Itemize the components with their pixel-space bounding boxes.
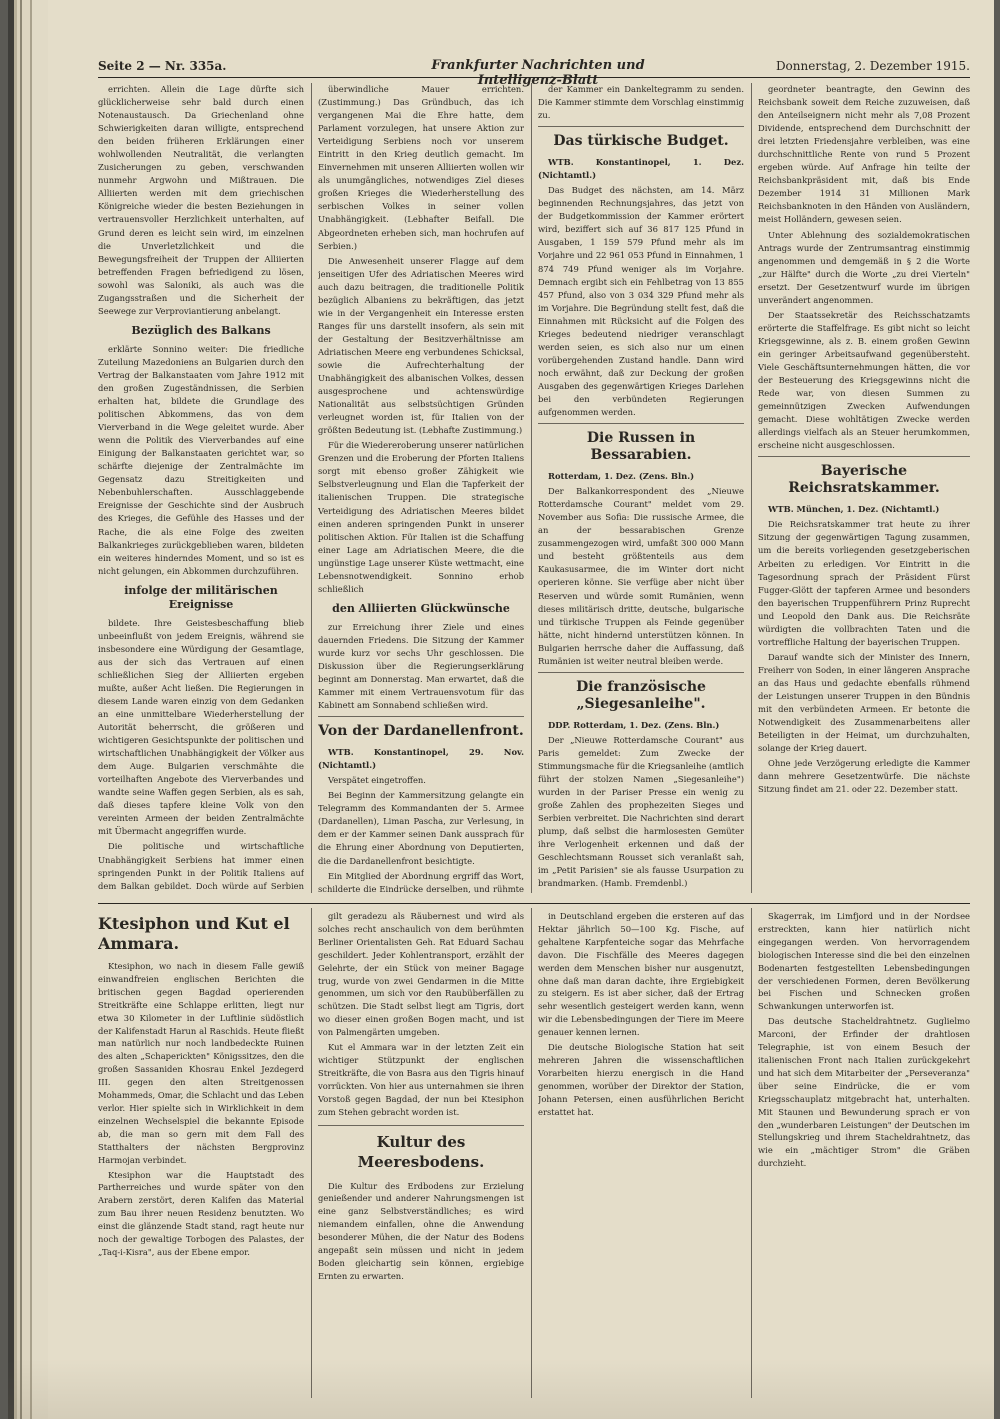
column-rule (311, 83, 312, 893)
paragraph: Das deutsche Stacheldrahtnetz. Guglielmo Marconi, der Erfinder der drahtlosen Telegraphie, ist von einem Besuch der italienischen Front nach Italien zurückgekehrt und hat sich dem Mitarbeiter der „Perseveranza" über seine Eindrücke, die er vom Kriegsschauplatz mitgebracht hat, unterhalten. Mit Staunen und Bewunderung sprach er von den „wunderbaren Leistungen" der Deutschen im Stellungskrieg und ihrem Stacheldrahtnetz, das wie ein „mächtiger Strom" die Gräben durchzieht. (758, 1016, 970, 1169)
column-3 (538, 83, 744, 893)
masthead: Frankfurter Nachrichten und Intelligenz-Blatt (431, 58, 645, 88)
paragraph: Ohne jede Verzögerung erledigte die Kammer dann mehrere Gesetzentwürfe. Die nächste Sitzung findet am 21. oder 22. Dezember statt. (758, 758, 970, 795)
paragraph: Die Reichsratskammer trat heute zu ihrer Sitzung der gegenwärtigen Tagung zusammen, um die bereits vorliegenden gesetzgeberischen Arbeiten zu erledigen. Vor Eintritt in die Tagesordnung sprach der Präsident Fürst Fugger-Glött der tapferen Armee und besonders den bayerischen Truppenführern Prinz Ruprecht und Leopold den Dank aus. Die Reichsräte würdigten die vollbrachten Taten und die vortreffliche Haltung der bayerischen Truppen. (758, 519, 970, 647)
dateline: DDP. Rotterdam, 1. Dez. (Zens. Bln.) (548, 719, 720, 730)
paragraph: Ktesiphon war die Hauptstadt des Partherreiches und wurde später von den Arabern zerstört, deren Kalifen das Material zum Bau ihrer neuen Residenz benutzten. Wo einst die glänzende Stadt stand, ragt heute nur noch der gewaltige Torbogen des Palastes, der „Taq-i-Kisra", aus der Ebene empor. (98, 1169, 304, 1257)
section-heading: den Alliierten Glückwünsche (332, 601, 510, 615)
divider (538, 126, 744, 127)
dateline: Rotterdam, 1. Dez. (Zens. Bln.) (548, 471, 695, 482)
section-heading: infolge der militärischen Ereignisse (124, 583, 278, 611)
feuilleton-section (98, 903, 970, 1404)
paragraph: Die Kultur des Erdbodens zur Erzielung genießender und anderer Nahrungsmengen ist eine ganz Selbstverständliches; es wird niemandem einfallen, ohne die Anwendung besonderer Mühen, die der Natur des Bodens angepaßt sein müssen und nicht in jedem Boden gleichartig sein können, ergiebige Ernten zu erwarten. (318, 1180, 524, 1281)
section-heading: Bezüglich des Balkans (131, 323, 271, 337)
page-number: Seite 2 — Nr. 335a. (98, 59, 227, 73)
paragraph: Verspätet eingetroffen. (328, 775, 426, 786)
paragraph: gilt geradezu als Räubernest und wird als solches recht anschaulich von dem berühmten Berliner Orientalisten Geh. Rat Eduard Sachau geschildert. Jeder Kohlentransport, erzählt der Gelehrte, der ein Stück von meiner Bagage trug, wurde von zwei Gendarmen in die Mitte genommen, um sich vor den Raubüberfällen zu schützen. Die Stadt selbst liegt am Tigris, dort wo dieser einen großen Bogen macht, und ist von Palmengärten umgeben. (318, 911, 524, 1038)
paragraph: Für die Wiedereroberung unserer natürlichen Grenzen und die Eroberung der Pforten Italiens sorgt mit ebenso großer Zähigkeit wie Selbstverleugnung und Elan die Tapferkeit der italienischen Truppen. Die strategische Verteidigung des Adriatischen Meeres bildet einen anderen springenden Punkt in unserer politischen Aktion. Für Italien ist die Schaffung einer Lage am Adriatischen Meere, die die ungünstige Lage unserer Küste wettmacht, eine Lebensnotwendigkeit. Sonnino erhob schließlich (318, 440, 524, 594)
page-content (98, 55, 970, 1405)
divider (318, 716, 524, 717)
paragraph: Die Anwesenheit unserer Flagge auf dem jenseitigen Ufer des Adriatischen Meeres wird auch dazu beitragen, die traditionelle Politik bezüglich Albaniens zu bekräftigen, das jetzt wie in der Vergangenheit ein Interesse ersten Ranges für uns darstellt insofern, als sein mit der Gestaltung der Besitzverhältnisse am Adriatischen Meere eng verbundenes Schicksal, sowie die Aufrechterhaltung der Unabhängigkeit des albanischen Volkes, dessen ausgesprochene und achtenswürdige Nationalität aus selbstsüchtigen Gründen verleugnet worden ist, für Italien von der größten Bedeutung ist. (Lebhafte Zustimmung.) (318, 255, 524, 436)
paragraph: Darauf wandte sich der Minister des Innern, Freiherr von Soden, in einer längeren Ansprache an das Haus und gedachte ebenfalls rühmend der Leistungen unserer Truppen in den Bündnis mit den verbündeten Armeen. Er betonte die Notwendigkeit des Zusammenarbeitens aller Beteiligten in der Heimat, um durchzuhalten, solange der Krieg dauert. (758, 651, 970, 754)
article-title: Bayerische Reichsratskammer. (788, 463, 940, 497)
bottom-column-4 (758, 910, 970, 1400)
column-rule (531, 83, 532, 893)
divider (538, 423, 744, 424)
column-4 (758, 83, 970, 893)
paper-discoloration (8, 1359, 994, 1419)
upper-columns (98, 83, 970, 893)
paragraph: Das Budget des nächsten, am 14. März beginnenden Rechnungsjahres, das jetzt von der Budgetkommission der Kammer erörtert wird, beziffert sich auf 36 817 125 Pfund in Ausgaben, 1 159 579 Pfund mehr als im Vorjahre und 22 961 053 Pfund in Einnahmen, 1 874 749 Pfund weniger als im Vorjahre. Demnach ergibt sich ein Fehlbetrag von 13 855 457 Pfund, also von 3 034 329 Pfund mehr als im Vorjahre. Die Begründung stellt fest, daß die Einnahmen mit Rücksicht auf die Folgen des Krieges bedeutend niedriger veranschlagt werden seien, es sich also nur um einen vorübergehenden Zustand handle. Dann wird noch erwähnt, daß zur Deckung der großen Ausgaben des gegenwärtigen Krieges Darlehen bei den verbündeten Regierungen aufgenommen werden. (538, 185, 744, 418)
column-rule (311, 908, 312, 1398)
paragraph: in Deutschland ergeben die ersteren auf das Hektar jährlich 50—100 Kg. Fische, auf gehaltene Karpfenteiche sogar das Mehrfache davon. Die Fischfälle des Meeres dagegen werden dem Menschen bisher nur ausgenutzt, ohne daß man daran dachte, ihre Ergiebigkeit zu steigern. Es ist aber sicher, daß der Ertrag sehr wesentlich gesteigert werden kann, wenn wir die Lebensbedingungen der Tiere im Meere genauer kennen lernen. (538, 911, 744, 1038)
bottom-column-3 (538, 910, 744, 1400)
article-title: Von der Dardanellenfront. (318, 723, 524, 740)
paragraph: geordneter beantragte, den Gewinn des Reichsbank soweit dem Reiche zuzuweisen, daß den Anteilseignern nicht mehr als 7,08 Prozent Dividende, entsprechend dem Durchschnitt der drei letzten Friedensjahre verbleiben, was eine durchschnittliche Rente von rund 5 Prozent ergeben würde. Auf Anfrage hin teilte der Reichsbankpräsident mit, daß bis Ende Dezember 1914 31 Millionen Mark Reichsbanknoten in den Händen von Ausländern, meist Holländern, gewesen seien. (758, 84, 970, 225)
dateline: WTB. München, 1. Dez. (Nichtamtl.) (768, 504, 940, 515)
dateline: WTB. Konstantinopel, 29. Nov. (Nichtamtl.) (318, 747, 524, 771)
column-rule (751, 908, 752, 1398)
bottom-column-2 (318, 910, 524, 1400)
article-title: Ktesiphon und Kut el Ammara. (98, 914, 290, 953)
divider (538, 672, 744, 673)
column-2 (318, 83, 524, 893)
divider (758, 456, 970, 457)
paragraph: Unter Ablehnung des sozialdemokratischen Antrags wurde der Zentrumsantrag einstimmig angenommen und demgemäß in § 2 die Worte „zur Hälfte" durch die Worte „zu drei Vierteln" ersetzt. Der Gesetzentwurf wurde im übrigen unverändert angenommen. (758, 229, 970, 305)
paragraph: der Kammer ein Dankeltegramm zu senden. Die Kammer stimmte dem Vorschlag einstimmig zu. (538, 84, 744, 121)
page-header (98, 55, 970, 88)
column-1 (98, 83, 304, 893)
paragraph: bildete. Ihre Geistesbeschaffung blieb unbeeinflußt von jedem Ereignis, während sie insbesondere eine Würdigung der Gesamtlage, aus der sich das Vertrauen auf einen schließlichen Sieg der Alliierten ergeben mußte, außer Acht ließen. Die Regierungen in diesem Lande waren einzig von dem Gedanken an eine unmittelbare Wiederherstellung der Autorität beherrscht, die größeren und wichtigeren Gesichtspunkte der politischen und wirtschaftlichen Unabhängigkeit der Völker aus dem Auge. Bulgarien verschmähte die vorteilhaften Angebote des Vierverbandes und wandte seine Waffen gegen Serbien, als es sah, daß dieses tapfere kleine Volk von den vereinten Armeen der beiden Zentralmächte mit Übermacht angegriffen wurde. (98, 617, 304, 837)
paragraph: Die deutsche Biologische Station hat seit mehreren Jahren die wissenschaftlichen Vorarbeiten hierzu energisch in die Hand genommen, worüber der Direktor der Station, Johann Petersen, einen ausführlichen Bericht erstattet hat. (538, 1042, 744, 1117)
paragraph: Kut el Ammara war in der letzten Zeit ein wichtiger Stützpunkt der englischen Streitkräfte, die von Basra aus den Tigris hinauf vorrückten. Von hier aus unternahmen sie ihren Vorstoß gegen Bagdad, der nun bei Ktesiphon zum Stehen gebracht worden ist. (318, 1042, 524, 1117)
paragraph: Der Balkankorrespondent des „Nieuwe Rotterdamsche Courant" meldet vom 29. November aus Sofia: Die russische Armee, die an der bessarabischen Grenze zusammengezogen wird, umfaßt 300 000 Mann und besteht größtenteils aus dem Kaukasusarmee, die im Winter dort nicht operieren könne. Sie verfüge aber nicht über Reserven und würde somit Rumänien, wenn dieses militärisch dritte, deutsche, bulgarische und türkische Truppen als Feinde gegenüber hätte, nicht hindernd unterstützen können. In Bulgarien herrsche daher die Auffassung, daß Rumänien ist weiter neutral bleiben werde. (538, 486, 744, 666)
dateline: WTB. Konstantinopel, 1. Dez. (Nichtamtl.) (538, 157, 744, 181)
article-title: Kultur des Meeresbodens. (318, 1125, 524, 1172)
newspaper-page (8, 0, 994, 1419)
paragraph: Ein Mitglied der Abordnung ergriff das Wort, schilderte die Eindrücke derselben, und rühmte (318, 870, 524, 893)
paragraph: überwindliche Mauer errichten. (Zustimmung.) Das Gründbuch, das ich vergangenen Mai die Ehre hatte, dem Parlament vorzulegen, hat unsere Aktion zur Verteidigung Serbiens noch vor unserem Eintritt in den Krieg deutlich gemacht. Im Einvernehmen mit unseren Alliierten wollen wir als unumgängliches, notwendiges Ziel dieses großen Krieges die Wiederherstellung des serbischen Volkes in seiner vollen Unabhängigkeit. (Lebhafter Beifall. Die Abgeordneten erheben sich, man hochrufen auf Serbien.) (318, 84, 524, 251)
paragraph: Der Staatssekretär des Reichsschatzamts erörterte die Staffelfrage. Es gibt nicht so leicht Kriegsgewinne, als z. B. einem großen Gewinn ein geringer Arbeitsaufwand gegenübersteht. Viele Geschäftsunternehmungen hätten, die vor der Besteuerung des Kriegsgewinns nicht die Rede war, von diesen Summen zu gemeinnützigen Zwecken Aufwendungen gemacht. Diese wohltätigen Zwecke werden allerdings vielfach als an Steuer herumkommen, erscheine nicht ausgeschlossen. (758, 309, 970, 451)
article-title: Das türkische Budget. (553, 133, 729, 150)
paragraph: Der „Nieuwe Rotterdamsche Courant" aus Paris gemeldet: Zum Zwecke der Stimmungsmache für die Kriegsanleihe (amtlich führt der stolzen Namen „Siegesanleihe") wurden in der Pariser Presse ein wenig zu große Zahlen des prophezeiten Sieges und Serbien verbreitet. Die Nachrichten sind derart plump, daß selbst die harmlosesten Gemüter ihre Verlogenheit erkennen und daß der Geschlechtsmann Rousset sich veranlaßt sah, im „Petit Parisien" sie als fausse Usurpation zu brandmarken. (Hamb. Fremdenbl.) (538, 734, 744, 889)
article-title: Die französische „Siegesanleihe". (576, 678, 706, 712)
paragraph: Skagerrak, im Limfjord und in der Nordsee erstreckten, kann hier natürlich nicht eingegangen werden. Von hervorragendem biologischen Interesse sind die bei den einzelnen Bodenarten festgestellten Lebensbedingungen der verschiedenen Formen, deren Bevölkerung bei Fischen und Schnecken großen Schwankungen unterworfen ist. (758, 911, 970, 1012)
column-rule (751, 83, 752, 893)
paragraph: erklärte Sonnino weiter: Die friedliche Zuteilung Mazedoniens an Bulgarien durch den Vertrag der Balkanstaaten vom Jahre 1912 mit den großen Zugeständnissen, die Serbien erhalten hat, bildete die Grundlage des politischen Abkommens, das von dem Vierverband in die Wege geleitet wurde. Aber wenn die Politik des Vierverbandes auf eine Einigung der Balkanstaaten gerichtet war, so schärfte diejenige der Zentralmächte im Gegensatz dazu Streitigkeiten und Nebenbuhlerschaften. Ausschlaggebende Ereignisse der Geschichte sind der Ausbruch des Krieges, die Gefühle des Hasses und der Rache, die als eine Folge des zweiten Balkankrieges zurückgeblieben waren, bildeten ein weiteres hinderndes Moment, und so ist es nicht gelungen, ein Abkommen durchzuführen. (98, 343, 304, 576)
paragraph: errichten. Allein die Lage dürfte sich glücklicherweise sehr bald durch einen Notenaustausch. Da Griechenland ohne Schwierigkeiten daran willigte, entsprechend den beiden früheren Erklärungen einer wohlwollenden Neutralität, die verlangten Zusicherungen zu geben, verschwanden nunmehr Argwohn und Mißtrauen. Die Alliierten werden mit dem griechischen Königreiche wieder die besten Beziehungen in vertrauensvoller Herzlichkeit unterhalten, auf Grund deren es leicht sein wird, im einzelnen die Unverletzlichkeit und die Bewegungsfreiheit der Truppen der Alliierten betreffenden Fragen befriedigend zu lösen, sowohl was Saloniki, als auch was die Zugangsstraßen und die Sicherheit der Seewege zur Verproviantierung anbelangt. (98, 84, 304, 316)
bottom-column-1 (98, 910, 304, 1400)
issue-date: Donnerstag, 2. Dezember 1915. (775, 59, 970, 73)
paragraph: Bei Beginn der Kammersitzung gelangte ein Telegramm des Kommandanten der 5. Armee (Dardanellen), Liman Pascha, zur Verlesung, in dem er der Kammer seinen Dank aussprach für die Ehrung einer Abordnung von Deputierten, die die Dardanellenfront besichtigte. (318, 790, 524, 866)
book-binding (8, 0, 48, 1419)
paragraph: Ktesiphon, wo nach in diesem Falle gewiß einwandfreien englischen Berichten die britischen gegen Bagdad operierenden Streitkräfte eine Schlappe erlitten, liegt nur etwa 30 Kilometer in der Luftlinie südöstlich der Kalifenstadt Harun al Raschids. Heute fließt man natürlich nur noch landbedeckte Ruinen des alten „Schaperickten" Königssitzes, den die großen Sassaniden Khosrau Enkel Jezdegerd III. gegen den alten Streitgenossen Mohammeds, Omar, die Schlacht und das Leben verlor. Hier spielte sich in Wirklichkeit in dem einzelnen Wechselspiel die bekannte Episode ab, die man so gern mit dem Fall des Statthalters der nächsten Bergprovinz Harmojan verbindet. (98, 961, 304, 1165)
column-rule (531, 908, 532, 1398)
paragraph: Die politische und wirtschaftliche Unabhängigkeit Serbiens hat immer einen springenden Punkt in der Politik Italiens auf dem Balkan gebildet. Doch würde auf Serbien (98, 841, 304, 891)
paragraph: zur Erreichung ihrer Ziele und eines dauernden Friedens. Die Sitzung der Kammer wurde kurz vor sechs Uhr geschlossen. Die Diskussion über die Regierungserklärung beginnt am Donnerstag. Man erwartet, daß die Kammer mit einem Vertrauensvotum für das Kabinett am Sonnabend schließen wird. (318, 621, 524, 711)
article-title: Die Russen in Bessarabien. (586, 430, 696, 464)
